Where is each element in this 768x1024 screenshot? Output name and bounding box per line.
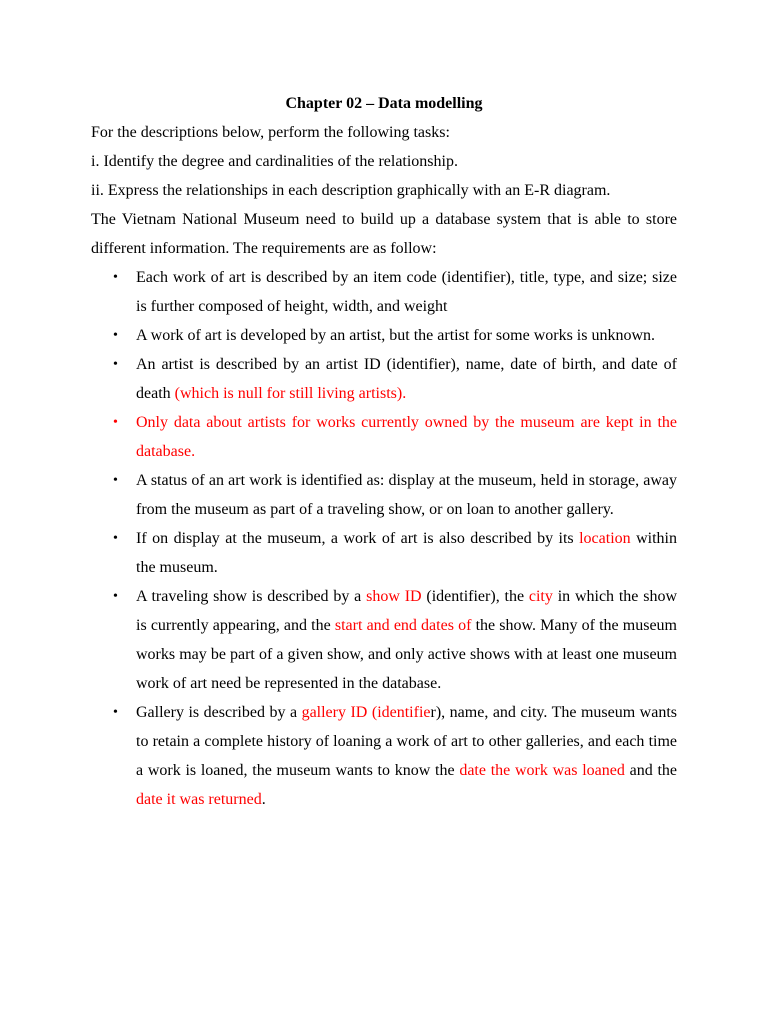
requirement-text: Gallery is described by a	[136, 704, 302, 721]
highlighted-text: location	[579, 530, 631, 547]
context-paragraph: The Vietnam National Museum need to build up a database system that is able to store different information. The requirements are as follow:	[91, 211, 677, 257]
intro-text: For the descriptions below, perform the following tasks:	[91, 124, 450, 141]
requirement-item-7	[91, 582, 677, 698]
highlighted-text: show ID	[366, 588, 422, 605]
requirement-item-2	[91, 321, 677, 350]
requirement-text: within the museum.	[136, 530, 678, 576]
chapter-title: Chapter 02 – Data modelling	[285, 95, 483, 112]
bullet-icon: •	[113, 589, 118, 604]
highlighted-text: date the work was loaned	[459, 762, 625, 779]
requirement-text: and the	[624, 762, 677, 779]
requirement-text: An artist is described by an artist ID (identifier), name, date of birth, and date of death	[136, 356, 677, 402]
requirement-text: r), name, and city. The museum wants to retain a complete history of loaning a work of art to other galleries, and each time a work is loaned, the museum wants to know the	[136, 704, 678, 779]
requirement-text: (identifier), the	[421, 588, 529, 605]
bullet-icon: •	[113, 415, 118, 430]
requirements-list	[91, 263, 677, 814]
bullet-icon: •	[113, 473, 118, 488]
requirement-item-8	[91, 698, 677, 814]
requirement-text: A work of art is developed by an artist, but the artist for some works is unknown.	[136, 327, 656, 344]
requirement-item-6	[91, 524, 677, 582]
requirement-item-3	[91, 350, 677, 408]
bullet-icon: •	[113, 357, 118, 372]
bullet-icon: •	[113, 328, 118, 343]
bullet-icon: •	[113, 705, 118, 720]
requirement-text: .	[261, 791, 266, 808]
requirement-item-1	[91, 263, 677, 321]
requirement-item-4	[91, 408, 677, 466]
requirement-text: A status of an art work is identified as: display at the museum, held in storage, away from the museum as part of a traveling show, or on loan to another gallery.	[136, 472, 677, 518]
highlighted-text: city	[528, 588, 553, 605]
document-page	[91, 89, 677, 814]
highlighted-text: gallery ID (identifie	[301, 704, 431, 721]
bullet-icon: •	[113, 531, 118, 546]
bullet-icon: •	[113, 270, 118, 285]
requirement-text: Each work of art is described by an item code (identifier), title, type, and size; size is further composed of height, width, and weight	[136, 269, 677, 315]
highlighted-text: date it was returned	[136, 791, 262, 808]
requirement-text: the show. Many of the museum works may be part of a given show, and only active shows with at least one museum work of art need be represented in the database.	[136, 617, 678, 692]
task-item-1: i. Identify the degree and cardinalities of the relationship.	[91, 153, 458, 170]
highlighted-text: (which is null for still living artists).	[174, 385, 407, 402]
task-item-2: ii. Express the relationships in each description graphically with an E-R diagram.	[91, 182, 611, 199]
highlighted-text: Only data about artists for works currently owned by the museum are kept in the database.	[136, 414, 677, 460]
requirement-text: If on display at the museum, a work of art is also described by its	[136, 530, 580, 547]
requirement-text: in which the show is currently appearing, and the	[136, 588, 678, 634]
requirement-item-5	[91, 466, 677, 524]
requirement-text: A traveling show is described by a	[136, 588, 367, 605]
highlighted-text: start and end dates of	[334, 617, 472, 634]
